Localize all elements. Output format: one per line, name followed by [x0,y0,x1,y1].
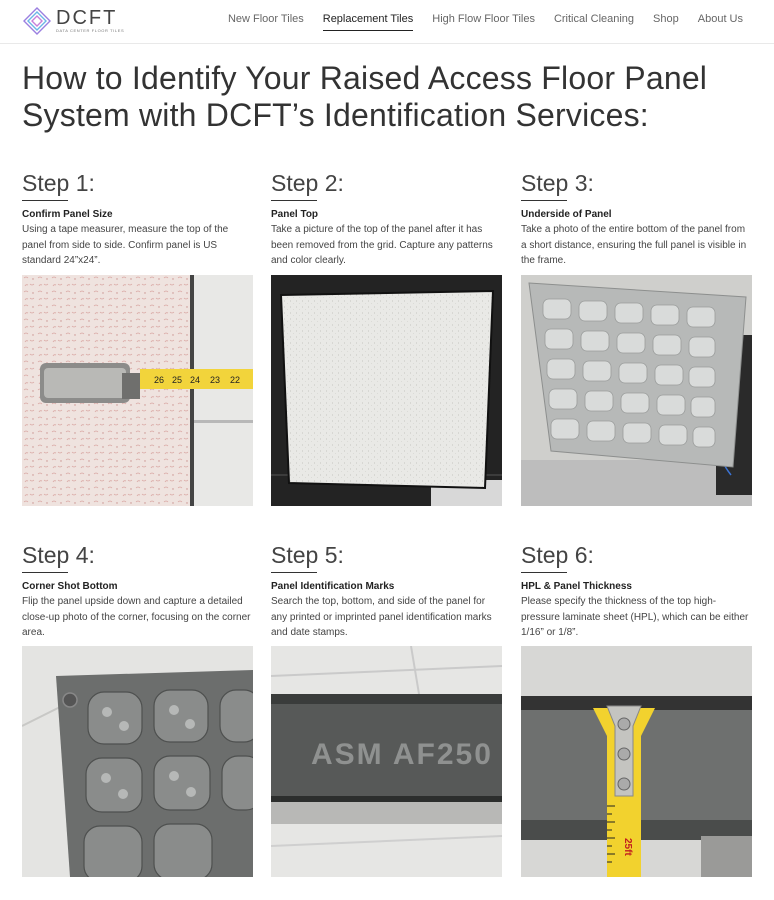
brand-tagline: DATA CENTER FLOOR TILES [56,28,125,33]
divider [271,572,317,573]
step-2 [271,168,503,269]
nav-new-floor-tiles[interactable]: New Floor Tiles [227,13,304,25]
step-description: Search the top, bottom, and side of the panel for any printed or imprinted panel identification marks and date stamps. [271,596,492,638]
step-4 [22,540,254,641]
step-title: Step 4: [22,542,95,568]
nav-critical-cleaning[interactable]: Critical Cleaning [553,13,635,25]
step-6 [521,540,753,641]
main-nav [228,13,743,31]
step-3 [521,168,753,269]
page-title: How to Identify Your Raised Access Floor Panel System with DCFT’s Identification Services: [22,60,708,133]
step-description: Take a picture of the top of the panel after it has been removed from the grid. Capture any patterns and color clearly. [271,224,493,266]
photo-tape-measure [22,275,253,506]
logo-mark-icon [22,6,52,36]
photo-corner-bottom [22,646,253,877]
stamp-text: ASM AF250 [311,738,493,771]
step-subtitle: Panel Identification Marks [271,581,395,592]
tape-number: 23 [210,375,221,385]
photo-panel-underside [521,275,752,506]
photo-panel-top [271,275,502,506]
step-description: Please specify the thickness of the top high-pressure laminate sheet (HPL), which can be either 1/16” or 1/8”. [521,596,749,638]
step-description: Take a photo of the entire bottom of the panel from a short distance, ensuring the full panel is visible in the frame. [521,224,747,266]
brand-logo[interactable] [22,4,132,38]
tape-number: 24 [190,375,201,385]
divider [521,200,567,201]
nav-about-us[interactable]: About Us [697,13,743,25]
step-subtitle: Confirm Panel Size [22,209,113,220]
tape-number: 22 [230,375,241,385]
site-header [0,0,774,44]
step-title: Step 2: [271,170,344,196]
step-description: Using a tape measurer, measure the top of the panel from side to side. Confirm panel is US standard 24”x24”. [22,224,229,266]
divider [22,572,68,573]
brand-name: DCFT [56,7,118,29]
step-5 [271,540,503,641]
photo-hpl-thickness [521,646,752,877]
tape-number: 26 [154,375,165,385]
divider [22,200,68,201]
step-subtitle: Panel Top [271,209,319,220]
step-description: Flip the panel upside down and capture a detailed close-up photo of the corner, focusing on the corner area. [22,596,251,638]
nav-high-flow-floor-tiles[interactable]: High Flow Floor Tiles [432,13,535,25]
step-title: Step 3: [521,170,594,196]
step-title: Step 6: [521,542,594,568]
divider [521,572,567,573]
step-subtitle: Corner Shot Bottom [22,581,118,592]
ruler-label: 25ft [622,838,633,856]
step-title: Step 5: [271,542,344,568]
nav-shop[interactable]: Shop [653,13,679,25]
photo-identification-marks [271,646,502,877]
nav-replacement-tiles[interactable]: Replacement Tiles [323,13,414,31]
step-subtitle: HPL & Panel Thickness [521,581,632,592]
step-title: Step 1: [22,170,95,196]
tape-number: 25 [172,375,183,385]
divider [271,200,317,201]
step-1 [22,168,254,269]
step-subtitle: Underside of Panel [521,209,612,220]
